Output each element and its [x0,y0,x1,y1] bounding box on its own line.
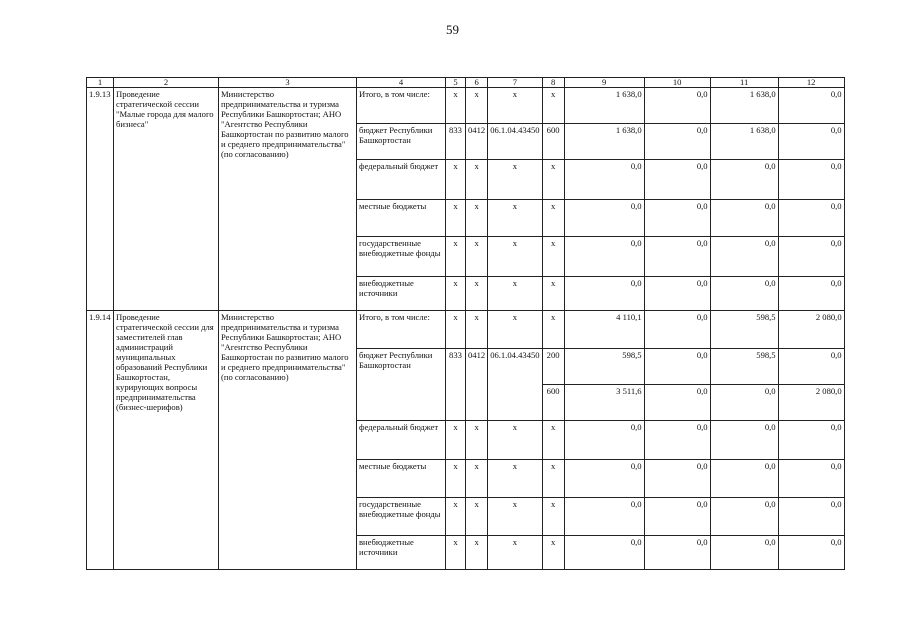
header-cell: 3 [219,78,357,88]
cell: x [488,160,542,200]
cell: 833 [446,349,466,421]
cell: x [488,88,542,124]
item-executor: Министерство предпринимательства и туризма Республики Башкортостан; АНО "Агентство Республики Башкортостан по развитию малого и среднего предпринимательства" (по согласованию) [219,311,357,570]
cell: x [542,421,564,460]
header-cell: 5 [446,78,466,88]
cell: 1 638,0 [564,124,644,160]
cell: 0,0 [778,124,844,160]
header-row [87,78,845,88]
cell: x [466,536,488,570]
cell: 600 [542,124,564,160]
cell: x [446,237,466,277]
funding-source: бюджет Республики Башкортостан [357,124,446,160]
cell: 4 110,1 [564,311,644,349]
header-cell: 11 [710,78,778,88]
item-id: 1.9.14 [87,311,114,570]
cell: 0,0 [644,88,710,124]
cell: x [488,311,542,349]
cell: x [542,536,564,570]
cell: 06.1.04.43450 [488,124,542,160]
page-number: 59 [446,22,459,37]
funding-source: государственные внебюджетные фонды [357,498,446,536]
cell: x [446,536,466,570]
budget-table [86,77,845,570]
header-cell: 4 [357,78,446,88]
cell: x [466,311,488,349]
cell: x [466,237,488,277]
cell: 0,0 [644,237,710,277]
cell: 0,0 [710,460,778,498]
cell: 0,0 [710,160,778,200]
cell: 0,0 [778,498,844,536]
cell: 0,0 [564,460,644,498]
cell: 0,0 [778,421,844,460]
cell: x [488,421,542,460]
cell: 0412 [466,124,488,160]
cell: 833 [446,124,466,160]
cell: 0,0 [564,200,644,237]
cell: x [542,460,564,498]
cell: 600 [542,385,564,421]
cell: x [466,498,488,536]
cell: 0,0 [778,460,844,498]
cell: x [542,277,564,311]
funding-source: федеральный бюджет [357,160,446,200]
cell: 1 638,0 [710,88,778,124]
cell: 0,0 [644,349,710,385]
cell: 06.1.04.43450 [488,349,542,421]
cell: 0,0 [564,237,644,277]
header-cell: 12 [778,78,844,88]
item-id: 1.9.13 [87,88,114,311]
cell: 0,0 [778,160,844,200]
cell: 1 638,0 [564,88,644,124]
cell: x [466,200,488,237]
cell: x [542,237,564,277]
cell: 0,0 [710,498,778,536]
cell: 0,0 [644,160,710,200]
cell: 0,0 [778,277,844,311]
header-cell: 8 [542,78,564,88]
cell: 598,5 [710,311,778,349]
funding-source: Итого, в том числе: [357,311,446,349]
header-cell: 7 [488,78,542,88]
cell: x [488,200,542,237]
cell: 0,0 [710,200,778,237]
cell: 0,0 [710,385,778,421]
cell: x [446,200,466,237]
item-name: Проведение стратегической сессии "Малые города для малого бизнеса" [114,88,219,311]
cell: x [488,237,542,277]
cell: x [466,88,488,124]
cell: x [446,498,466,536]
cell: x [488,277,542,311]
header-cell: 9 [564,78,644,88]
funding-source: внебюджетные источники [357,536,446,570]
cell: x [542,498,564,536]
cell: 0,0 [644,311,710,349]
cell: 598,5 [710,349,778,385]
cell: x [488,536,542,570]
funding-source: внебюджетные источники [357,277,446,311]
cell: 0,0 [644,277,710,311]
item-name: Проведение стратегической сессии для заместителей глав администраций муниципальных образований Республики Башкортостан, курирующих вопросы предпринимательства (бизнес-шерифов) [114,311,219,570]
cell: x [542,160,564,200]
cell: 598,5 [564,349,644,385]
table-row [87,88,845,124]
cell: 0,0 [564,277,644,311]
funding-source: Итого, в том числе: [357,88,446,124]
cell: 0,0 [644,421,710,460]
cell: 0,0 [778,536,844,570]
cell: 0,0 [564,160,644,200]
cell: 0,0 [644,460,710,498]
cell: 0,0 [564,421,644,460]
cell: 0,0 [778,349,844,385]
cell: 0,0 [644,200,710,237]
cell: 0,0 [644,536,710,570]
cell: 2 080,0 [778,311,844,349]
cell: x [446,88,466,124]
funding-source: местные бюджеты [357,460,446,498]
cell: x [542,88,564,124]
cell: 0,0 [644,124,710,160]
cell: x [466,460,488,498]
cell: 2 080,0 [778,385,844,421]
cell: x [446,421,466,460]
funding-source: местные бюджеты [357,200,446,237]
cell: 1 638,0 [710,124,778,160]
cell: x [542,200,564,237]
cell: 0,0 [564,498,644,536]
cell: 0412 [466,349,488,421]
cell: x [466,277,488,311]
item-executor: Министерство предпринимательства и туризма Республики Башкортостан; АНО "Агентство Республики Башкортостан по развитию малого и среднего предпринимательства" (по согласованию) [219,88,357,311]
cell: 0,0 [644,385,710,421]
header-cell: 1 [87,78,114,88]
cell: 0,0 [778,200,844,237]
cell: x [446,460,466,498]
cell: x [488,460,542,498]
cell: 0,0 [710,277,778,311]
cell: 200 [542,349,564,385]
cell: x [488,498,542,536]
cell: 0,0 [710,237,778,277]
cell: x [542,311,564,349]
cell: x [446,311,466,349]
cell: 0,0 [644,498,710,536]
cell: x [466,160,488,200]
header-cell: 2 [114,78,219,88]
cell: 0,0 [564,536,644,570]
cell: 0,0 [710,536,778,570]
cell: x [446,160,466,200]
cell: 0,0 [778,237,844,277]
cell: 3 511,6 [564,385,644,421]
cell: x [466,421,488,460]
funding-source: государственные внебюджетные фонды [357,237,446,277]
funding-source: бюджет Республики Башкортостан [357,349,446,421]
header-cell: 6 [466,78,488,88]
funding-source: федеральный бюджет [357,421,446,460]
header-cell: 10 [644,78,710,88]
cell: x [446,277,466,311]
cell: 0,0 [778,88,844,124]
table-row [87,311,845,349]
cell: 0,0 [710,421,778,460]
